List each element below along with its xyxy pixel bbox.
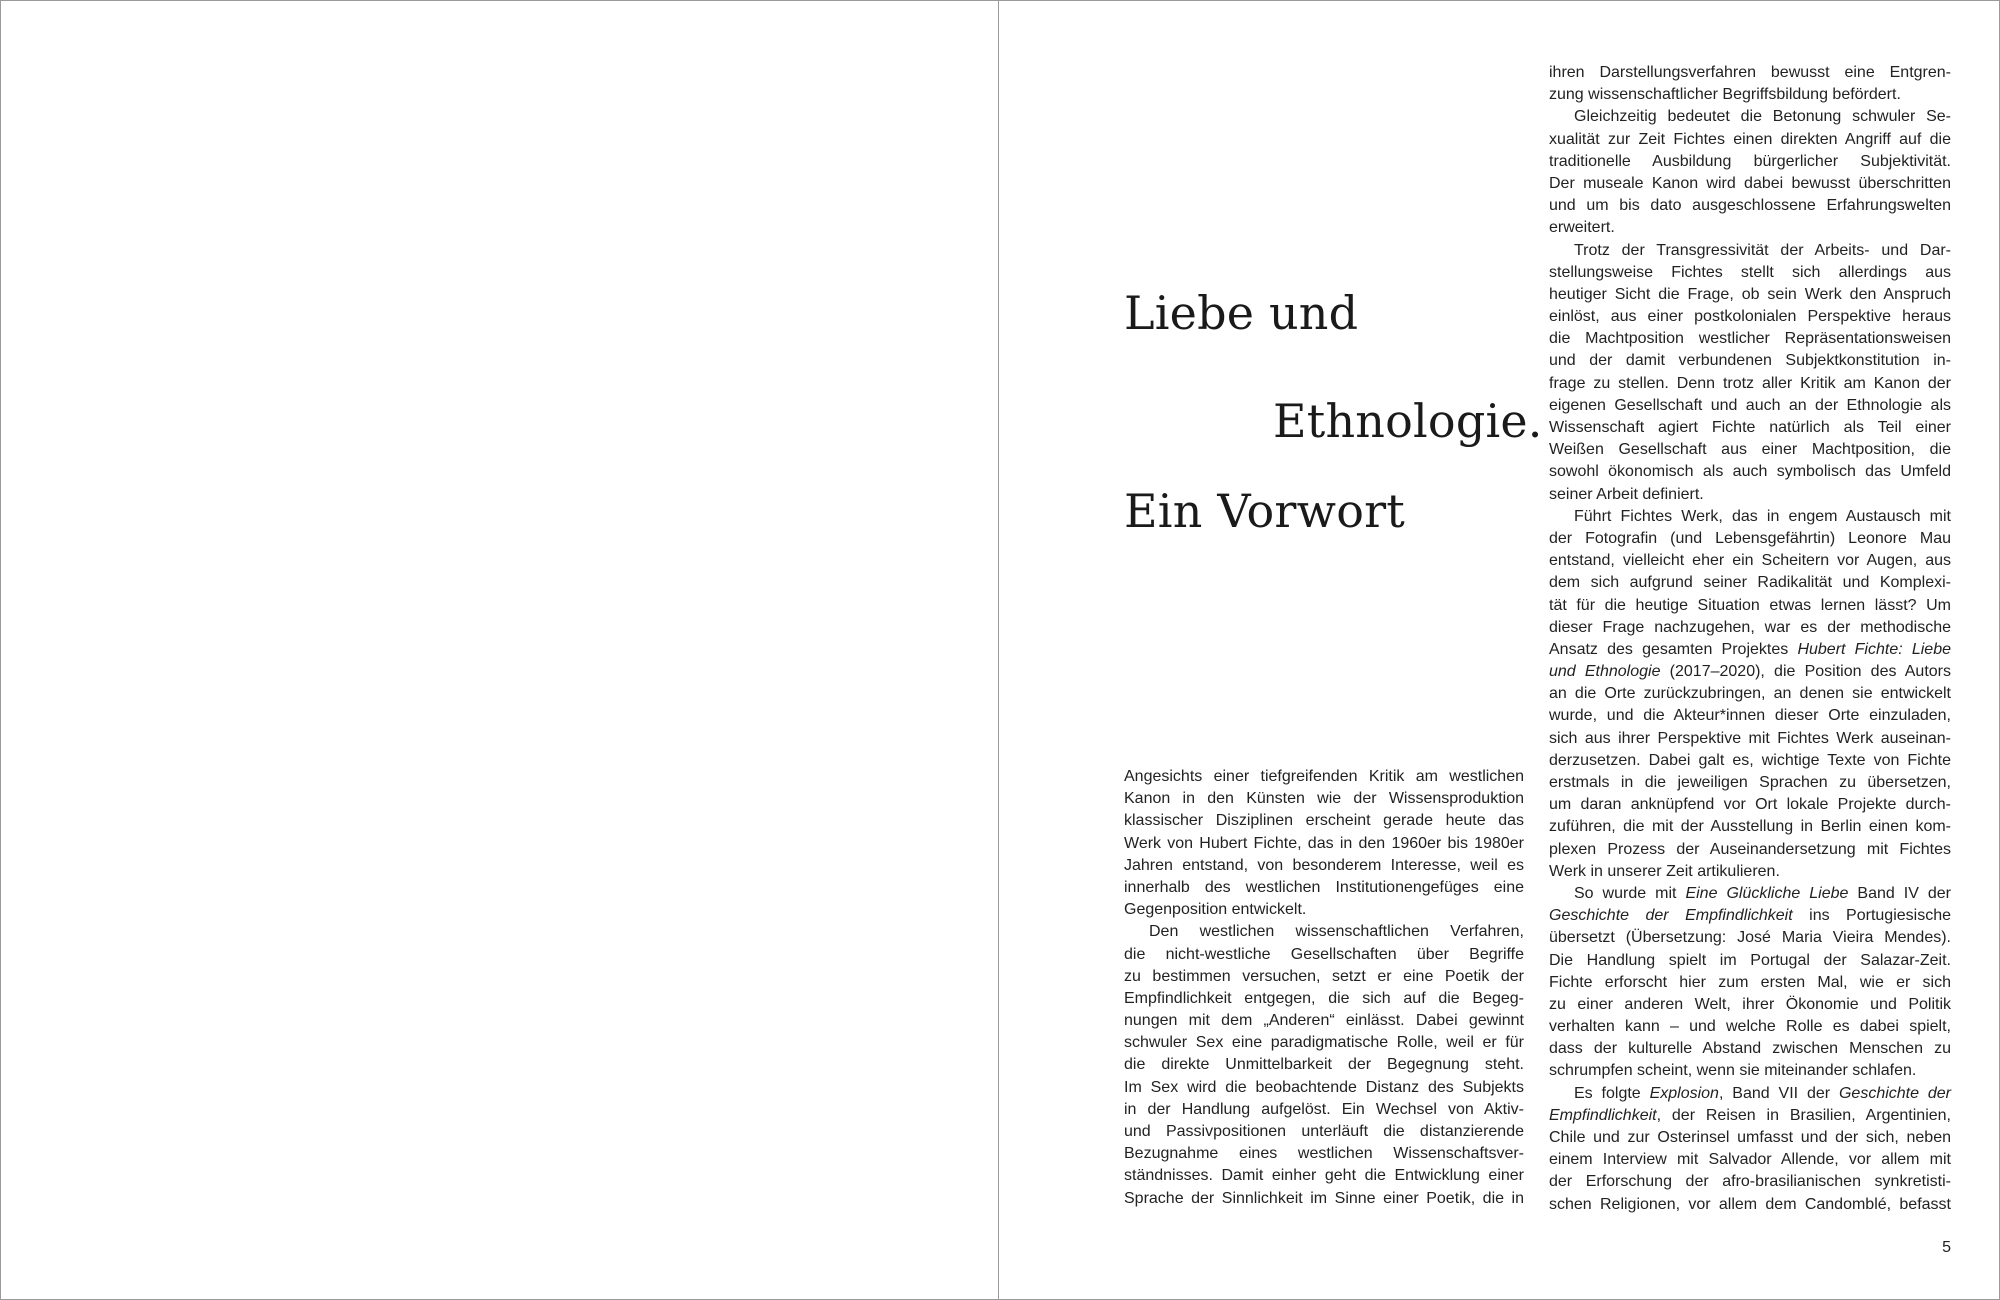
text-line	[1549, 595, 1951, 617]
text-run: klassischer Disziplinen erscheint gerade heute das	[1124, 812, 1524, 830]
text-run: an die Orte zurückzubringen, an denen sie entwickelt	[1549, 685, 1951, 703]
text-run: , der Reisen in Brasilien, Argentinien,	[1656, 1106, 1951, 1124]
text-line	[1549, 750, 1951, 772]
text-run: Sprache der Sinnlichkeit im Sinne einer Poetik, die in	[1124, 1189, 1524, 1207]
text-run: traditionelle Ausbildung bürgerlicher Subjektivität.	[1549, 152, 1951, 170]
text-run: dass der kulturelle Abstand zwischen Menschen zu	[1549, 1040, 1951, 1058]
text-italic: Explosion	[1649, 1084, 1719, 1102]
text-line	[1124, 1143, 1524, 1165]
text-line	[1124, 788, 1524, 810]
text-line	[1549, 195, 1951, 217]
text-line	[1549, 62, 1951, 84]
text-run: Weißen Gesellschaft aus einer Machtposition, die	[1549, 441, 1951, 459]
text-run: So wurde mit	[1574, 884, 1686, 902]
text-line	[1549, 861, 1951, 883]
text-line	[1124, 1165, 1524, 1187]
text-run: Angesichts einer tiefgreifenden Kritik am westlichen	[1124, 768, 1524, 785]
text-line	[1549, 1016, 1951, 1038]
text-column-right	[1549, 62, 1951, 1216]
text-run: derzusetzen. Dabei galt es, wichtige Texte von Fichte	[1549, 751, 1951, 769]
text-run: , Band VII der	[1718, 1084, 1839, 1102]
page-number: 5	[1942, 1239, 1951, 1256]
text-line	[1124, 1010, 1524, 1032]
text-run: sowohl ökonomisch als auch symbolisch das Umfeld	[1549, 463, 1951, 481]
text-run: erweitert.	[1549, 219, 1615, 237]
text-run: verhalten kann – und welche Rolle es dabei spielt,	[1549, 1018, 1951, 1036]
text-run: die Machtposition westlicher Repräsentationsweisen	[1549, 330, 1951, 348]
text-italic: Geschichte der Empfindlichkeit	[1549, 907, 1793, 925]
text-line	[1124, 1099, 1524, 1121]
text-line	[1549, 284, 1951, 306]
text-run: Werk von Hubert Fichte, das in den 1960er bis 1980er	[1124, 834, 1524, 852]
text-line	[1549, 240, 1951, 262]
text-run: tät für die heutige Situation etwas lernen lässt? Um	[1549, 596, 1951, 614]
text-line	[1124, 1077, 1524, 1099]
text-run: Werk in unserer Zeit artikulieren.	[1549, 862, 1780, 880]
text-run: Führt Fichtes Werk, das in engem Austausch mit	[1574, 507, 1951, 525]
chapter-title-line-2: Ethnologie.	[1273, 394, 1543, 448]
text-run: schrumpfen scheint, wenn sie miteinander schlafen.	[1549, 1062, 1917, 1080]
text-line	[1549, 1038, 1951, 1060]
text-line	[1549, 173, 1951, 195]
text-line	[1549, 1127, 1951, 1149]
text-run: Trotz der Transgressivität der Arbeits- und Dar-	[1574, 241, 1951, 259]
text-line	[1549, 106, 1951, 128]
text-run: der Fotografin (und Lebensgefährtin) Leonore Mau	[1549, 529, 1951, 547]
text-run: zu bestimmen versuchen, setzt er eine Poetik der	[1124, 967, 1524, 985]
text-run: dieser Frage nachzugehen, war es der methodische	[1549, 618, 1951, 636]
text-run: und Passivpositionen unterläuft die distanzierende	[1124, 1123, 1524, 1140]
text-line	[1549, 461, 1951, 483]
text-run: erstmals in die jeweiligen Sprachen zu übersetzen,	[1549, 774, 1951, 791]
text-line	[1549, 528, 1951, 550]
text-line	[1124, 1121, 1524, 1143]
text-line	[1549, 506, 1951, 528]
text-line	[1549, 151, 1951, 173]
text-run: um daran anknüpfend vor Ort lokale Projekte durch-	[1549, 796, 1951, 814]
text-run: schwuler Sex eine paradigmatische Rolle, weil er für	[1124, 1034, 1524, 1052]
text-line	[1549, 683, 1951, 705]
chapter-title-line-3: Ein Vorwort	[1124, 484, 1405, 538]
text-line	[1549, 439, 1951, 461]
text-run: in der Handlung aufgelöst. Ein Wechsel von Aktiv-	[1124, 1100, 1524, 1118]
text-run: ihren Darstellungsverfahren bewusst eine Entgren-	[1549, 64, 1951, 81]
text-line	[1124, 1054, 1524, 1076]
text-line	[1124, 1032, 1524, 1054]
text-line	[1549, 661, 1951, 683]
chapter-title-line-1: Liebe und	[1124, 286, 1359, 340]
text-run: heutiger Sicht die Frage, ob sein Werk den Anspruch	[1549, 285, 1951, 303]
text-run: Jahren entstand, von besonderem Interesse, weil es	[1124, 856, 1524, 874]
text-run: ins Portugiesische	[1792, 907, 1951, 925]
text-run: Den westlichen wissenschaftlichen Verfahren,	[1149, 923, 1524, 941]
text-run: Im Sex wird die beobachtende Distanz des Subjekts	[1124, 1078, 1524, 1096]
text-run: xualität zur Zeit Fichtes einen direkten Angriff auf die	[1549, 130, 1951, 148]
text-line	[1549, 217, 1951, 239]
text-line	[1549, 484, 1951, 506]
text-run: Chile und zur Osterinsel umfasst und der sich, neben	[1549, 1129, 1951, 1146]
text-line	[1549, 927, 1951, 949]
text-line	[1549, 728, 1951, 750]
text-line	[1124, 944, 1524, 966]
text-run: frage zu stellen. Denn trotz aller Kritik am Kanon der	[1549, 374, 1951, 392]
text-line	[1549, 972, 1951, 994]
text-run: Gegenposition entwickelt.	[1124, 901, 1307, 919]
text-line	[1549, 794, 1951, 816]
text-run: schen Religionen, vor allem dem Candomblé, befasst	[1549, 1195, 1951, 1213]
right-page	[999, 0, 2000, 1300]
text-line	[1549, 639, 1951, 661]
text-line	[1549, 306, 1951, 328]
text-line	[1124, 766, 1524, 788]
text-line	[1549, 84, 1951, 106]
text-run: Fichte erforscht hier zum ersten Mal, wie er sich	[1549, 973, 1951, 991]
text-run: Empfindlichkeit entgegen, die sich auf die Begeg-	[1124, 989, 1524, 1007]
text-run: und der damit verbundenen Subjektkonstitution in-	[1549, 352, 1951, 370]
text-run: zung wissenschaftlicher Begriffsbildung befördert.	[1549, 86, 1901, 104]
text-line	[1549, 705, 1951, 727]
text-run: übersetzt (Übersetzung: José Maria Vieira Mendes).	[1549, 929, 1951, 947]
text-run: die nicht-westliche Gesellschaften über Begriffe	[1124, 945, 1524, 963]
text-run: nungen mit dem „Anderen“ einlässt. Dabei gewinnt	[1124, 1012, 1524, 1030]
text-run: dem sich aufgrund seiner Radikalität und Komplexi-	[1549, 574, 1951, 592]
text-italic: Eine Glückliche Liebe	[1685, 884, 1849, 902]
text-line	[1124, 877, 1524, 899]
text-line	[1124, 1188, 1524, 1210]
text-line	[1124, 855, 1524, 877]
text-line	[1549, 373, 1951, 395]
text-run: plexen Prozess der Auseinandersetzung mit Fichtes	[1549, 840, 1951, 858]
text-line	[1549, 1083, 1951, 1105]
left-page-blank	[0, 0, 999, 1300]
text-line	[1124, 966, 1524, 988]
text-line	[1124, 810, 1524, 832]
text-run: eigenen Gesellschaft und auch an der Ethnologie als	[1549, 396, 1951, 414]
text-run: seiner Arbeit definiert.	[1549, 485, 1704, 503]
text-italic: Hubert Fichte: Liebe	[1797, 640, 1952, 658]
text-run: Es folgte	[1574, 1084, 1650, 1102]
text-run: sich aus ihrer Perspektive mit Fichtes Werk auseinan-	[1549, 729, 1951, 747]
text-line	[1549, 883, 1951, 905]
text-run: zu einer anderen Welt, ihrer Ökonomie und Politik	[1549, 995, 1951, 1013]
text-line	[1549, 328, 1951, 350]
text-run: die direkte Unmittelbarkeit der Begegnung steht.	[1124, 1056, 1524, 1074]
text-column-left	[1124, 766, 1524, 1210]
text-run: stellungsweise Fichtes stellt sich allerdings aus	[1549, 263, 1951, 281]
text-line	[1124, 988, 1524, 1010]
text-run: Ansatz des gesamten Projektes	[1549, 640, 1798, 658]
text-run: einlöst, aus einer postkolonialen Perspektive heraus	[1549, 308, 1951, 326]
text-italic: Empfindlichkeit	[1549, 1106, 1657, 1124]
text-run: wurde, und die Akteur*innen dieser Orte einzuladen,	[1549, 707, 1951, 725]
text-line	[1549, 905, 1951, 927]
text-run: Wissenschaft agiert Fichte natürlich als Teil einer	[1549, 419, 1951, 436]
text-run: entstand, vielleicht eher ein Scheitern vor Augen, aus	[1549, 552, 1951, 570]
text-run: der Erforschung der afro-brasilianischen synkretisti-	[1549, 1173, 1951, 1191]
text-run: Gleichzeitig bedeutet die Betonung schwuler Se-	[1574, 108, 1951, 126]
text-line	[1549, 129, 1951, 151]
text-line	[1549, 1105, 1951, 1127]
text-run: und um bis dato ausgeschlossene Erfahrungswelten	[1549, 197, 1951, 215]
text-line	[1549, 417, 1951, 439]
text-run: zuführen, die mit der Ausstellung in Berlin einen kom-	[1549, 818, 1951, 836]
text-line	[1549, 1149, 1951, 1171]
text-line	[1549, 572, 1951, 594]
text-line	[1124, 921, 1524, 943]
text-run: (2017–2020), die Position des Autors	[1660, 663, 1952, 681]
text-line	[1549, 550, 1951, 572]
text-line	[1549, 839, 1951, 861]
text-run: Die Handlung spielt im Portugal der Salazar-Zeit.	[1549, 951, 1951, 969]
text-run: ständnisses. Damit einher geht die Entwicklung einer	[1124, 1167, 1524, 1185]
text-italic: Geschichte der	[1838, 1084, 1952, 1102]
text-line	[1549, 1060, 1951, 1082]
text-line	[1549, 1171, 1951, 1193]
text-line	[1549, 262, 1951, 284]
text-line	[1549, 950, 1951, 972]
text-run: innerhalb des westlichen Institutionengefüges eine	[1124, 878, 1524, 896]
text-line	[1549, 1194, 1951, 1216]
text-line	[1549, 395, 1951, 417]
text-run: Bezugnahme eines westlichen Wissenschaftsver-	[1124, 1145, 1524, 1163]
text-run: Band IV der	[1848, 884, 1952, 902]
text-line	[1549, 617, 1951, 639]
text-run: Der museale Kanon wird dabei bewusst überschritten	[1549, 174, 1951, 192]
text-line	[1124, 833, 1524, 855]
text-line	[1549, 772, 1951, 794]
text-italic: und Ethnologie	[1549, 663, 1661, 681]
text-line	[1549, 994, 1951, 1016]
text-line	[1549, 816, 1951, 838]
text-line	[1124, 899, 1524, 921]
text-line	[1549, 350, 1951, 372]
text-run: einem Interview mit Salvador Allende, vor allem mit	[1549, 1151, 1951, 1169]
text-run: Kanon in den Künsten wie der Wissensproduktion	[1124, 790, 1524, 808]
